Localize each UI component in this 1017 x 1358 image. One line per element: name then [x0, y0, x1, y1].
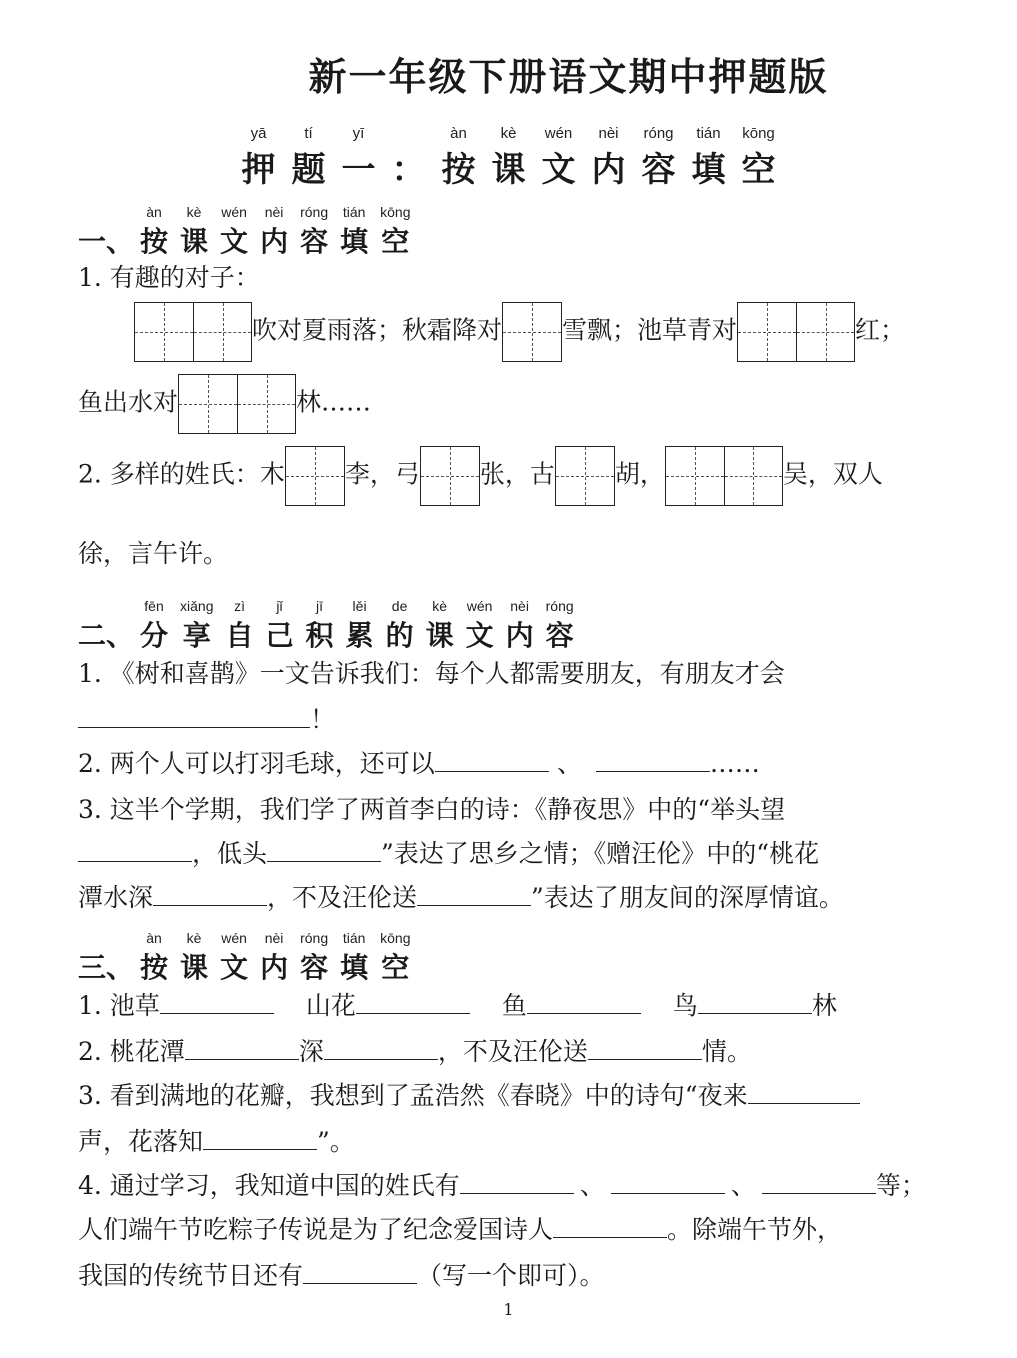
- hanzi: 累: [345, 619, 374, 652]
- hanzi: 享: [182, 619, 211, 652]
- answer-box[interactable]: [134, 302, 252, 362]
- text: ，低头: [192, 839, 268, 868]
- answer-blank[interactable]: [417, 879, 531, 906]
- pinyin: nèi: [264, 930, 284, 946]
- hanzi: 的: [385, 619, 414, 652]
- pinyin-char: [592, 126, 626, 191]
- s1-q2-line1: [78, 446, 883, 506]
- pinyin-char: [226, 598, 254, 654]
- hanzi: 空: [381, 225, 410, 258]
- text: 2. 两个人可以打羽毛球，还可以: [78, 749, 435, 778]
- pinyin-char: [340, 930, 368, 986]
- pinyin: nèi: [598, 125, 619, 142]
- pinyin-char: [180, 930, 208, 986]
- text: 情。: [701, 1037, 752, 1066]
- pinyin: kōng: [742, 125, 775, 142]
- s2-q1-line2: [78, 700, 335, 736]
- pinyin: róng: [300, 204, 329, 220]
- s3-q3-line1: [78, 1076, 860, 1112]
- pinyin: kè: [186, 930, 202, 946]
- pinyin: tián: [696, 125, 721, 142]
- pinyin: lěi: [352, 598, 367, 614]
- pinyin-char: [542, 126, 576, 191]
- hanzi: 填: [691, 150, 726, 190]
- hanzi: 分: [140, 619, 169, 652]
- pinyin-char: [306, 598, 334, 654]
- answer-blank[interactable]: [762, 1167, 876, 1194]
- hanzi: 内: [260, 225, 289, 258]
- text: 2. 桃花潭: [78, 1037, 185, 1066]
- answer-blank[interactable]: [611, 1167, 725, 1194]
- section-2-number: 二、: [78, 619, 135, 652]
- hanzi: ：: [391, 150, 426, 190]
- pinyin: kè: [186, 204, 202, 220]
- text: 1. 池草: [78, 991, 160, 1020]
- hanzi: 内: [591, 150, 626, 190]
- pinyin-char: [180, 204, 208, 260]
- pinyin-char: [742, 126, 776, 191]
- pinyin-char: [260, 204, 288, 260]
- answer-blank[interactable]: [153, 879, 267, 906]
- s2-q2: [78, 744, 760, 780]
- section-2-heading: [78, 598, 580, 654]
- hanzi: 填: [340, 225, 369, 258]
- page-title: 新一年级下册语文期中押题版: [308, 55, 829, 99]
- pinyin: kōng: [380, 204, 411, 220]
- pinyin-char: [260, 930, 288, 986]
- pinyin-char: [386, 598, 414, 654]
- text: 鱼出水对: [78, 387, 179, 417]
- hanzi: 容: [545, 619, 574, 652]
- s1-q1-label: 1. 有趣的对子：: [78, 263, 260, 292]
- pinyin-char: [442, 126, 476, 191]
- section-3-title: [134, 930, 416, 986]
- answer-blank[interactable]: [596, 745, 710, 772]
- pinyin-char: [426, 598, 454, 654]
- hanzi: 按: [140, 225, 169, 258]
- answer-blank[interactable]: [324, 1033, 438, 1060]
- subtitle: [0, 126, 1017, 191]
- text: 胡，: [614, 459, 665, 489]
- hanzi: 课: [491, 150, 526, 190]
- s3-q2: [78, 1032, 752, 1068]
- text: 山花: [305, 991, 356, 1020]
- text: 。除端午节外，: [667, 1215, 843, 1244]
- text: ……: [709, 749, 760, 778]
- text: 雪飘；池草青对: [562, 315, 738, 345]
- pinyin: róng: [300, 930, 329, 946]
- text: 4. 通过学习，我知道中国的姓氏有: [78, 1171, 460, 1200]
- answer-blank[interactable]: [160, 987, 274, 1014]
- answer-blank[interactable]: [553, 1211, 667, 1238]
- s3-q4-line2: [78, 1210, 842, 1246]
- answer-blank[interactable]: [303, 1257, 417, 1284]
- answer-box[interactable]: [502, 302, 562, 362]
- pinyin: jǐ: [276, 598, 283, 614]
- s3-q4-line1: [78, 1166, 926, 1202]
- s2-q1-line1: 1. 《树和喜鹊》一文告诉我们：每个人都需要朋友，有朋友才会: [78, 659, 785, 688]
- pinyin: nèi: [264, 204, 284, 220]
- answer-blank[interactable]: [527, 987, 641, 1014]
- text: 声，花落知: [78, 1127, 204, 1156]
- section-3-heading: [78, 930, 416, 986]
- hanzi: 一: [341, 150, 376, 190]
- text: 2. 多样的姓氏：木: [78, 459, 285, 489]
- pinyin: wén: [221, 930, 247, 946]
- answer-blank[interactable]: [460, 1167, 574, 1194]
- text: 、: [579, 1171, 605, 1200]
- text: 人们端午节吃粽子传说是为了纪念爱国诗人: [78, 1215, 554, 1244]
- pinyin-char: [692, 126, 726, 191]
- section-2-title: [134, 598, 580, 654]
- text: 我国的传统节日还有: [78, 1261, 304, 1290]
- pinyin-char: [220, 204, 248, 260]
- s3-q1: [78, 986, 837, 1022]
- pinyin-char: [346, 598, 374, 654]
- pinyin: wén: [466, 598, 493, 614]
- pinyin: tí: [304, 125, 313, 142]
- s2-q3-line2: [78, 834, 819, 870]
- answer-box[interactable]: [420, 446, 480, 506]
- pinyin: róng: [643, 125, 674, 142]
- answer-blank[interactable]: [78, 835, 192, 862]
- pinyin: jī: [316, 598, 324, 614]
- pinyin-char: [242, 126, 276, 191]
- pinyin-char: [140, 930, 168, 986]
- text: ”表达了思乡之情；《赠汪伦》中的“桃花: [381, 839, 820, 868]
- hanzi: 积: [305, 619, 334, 652]
- s1-q1-line2: [78, 374, 371, 434]
- hanzi: 课: [180, 225, 209, 258]
- pinyin: kōng: [380, 930, 411, 946]
- answer-box[interactable]: [178, 374, 296, 434]
- answer-box[interactable]: [665, 446, 783, 506]
- pinyin: àn: [146, 930, 162, 946]
- text: 林……: [296, 387, 372, 417]
- pinyin-char: [220, 930, 248, 986]
- answer-blank[interactable]: [267, 835, 381, 862]
- answer-blank[interactable]: [78, 701, 310, 728]
- hanzi: 容: [300, 951, 329, 984]
- section-1-title: [134, 204, 416, 260]
- section-1-heading: [78, 204, 416, 260]
- s3-q4-line3: [78, 1256, 605, 1292]
- answer-box[interactable]: [737, 302, 855, 362]
- pinyin: tián: [342, 930, 366, 946]
- pinyin: xiǎng: [180, 598, 214, 614]
- answer-blank[interactable]: [435, 745, 549, 772]
- hanzi: 内: [505, 619, 534, 652]
- answer-blank[interactable]: [588, 1033, 702, 1060]
- hanzi: 题: [291, 150, 326, 190]
- pinyin: kè: [500, 125, 517, 142]
- hanzi: 课: [180, 951, 209, 984]
- pinyin: àn: [146, 204, 162, 220]
- pinyin-char: [300, 930, 328, 986]
- pinyin-char: [546, 598, 574, 654]
- text: 林: [811, 991, 837, 1020]
- hanzi: 文: [220, 951, 249, 984]
- answer-blank[interactable]: [203, 1123, 317, 1150]
- pinyin-char: [492, 126, 526, 191]
- pinyin-char: [140, 204, 168, 260]
- hanzi: 空: [741, 150, 776, 190]
- pinyin: wén: [221, 204, 247, 220]
- text: 吹对夏雨落；秋霜降对: [252, 315, 503, 345]
- s1-q2-line2: 徐，言午许。: [78, 539, 229, 568]
- pinyin-char: [342, 126, 376, 191]
- text: 等；: [875, 1171, 926, 1200]
- answer-blank[interactable]: [698, 987, 812, 1014]
- hanzi: 文: [465, 619, 494, 652]
- pinyin: [392, 126, 426, 142]
- pinyin: yā: [250, 125, 267, 142]
- text: ”表达了朋友间的深厚情谊。: [531, 883, 844, 912]
- text: 张，古: [479, 459, 555, 489]
- text: 李，弓: [344, 459, 420, 489]
- pinyin-char: [380, 930, 410, 986]
- hanzi: 容: [300, 225, 329, 258]
- text: 3. 看到满地的花瓣，我想到了孟浩然《春晓》中的诗句“夜来: [78, 1081, 748, 1110]
- pinyin-char: [392, 126, 426, 191]
- answer-blank[interactable]: [185, 1033, 299, 1060]
- pinyin-char: [266, 598, 294, 654]
- section-1-number: 一、: [78, 225, 135, 258]
- hanzi: 内: [260, 951, 289, 984]
- hanzi: 填: [340, 951, 369, 984]
- text: ，不及汪伦送: [267, 883, 418, 912]
- pinyin: wén: [544, 125, 573, 142]
- pinyin-char: [180, 598, 213, 654]
- pinyin: fēn: [144, 598, 164, 614]
- pinyin: de: [391, 598, 408, 614]
- answer-blank[interactable]: [356, 987, 470, 1014]
- pinyin-char: [140, 598, 168, 654]
- hanzi: 文: [541, 150, 576, 190]
- s2-q3-line1: 3. 这半个学期，我们学了两首李白的诗：《静夜思》中的“举头望: [78, 795, 786, 824]
- pinyin-char: [466, 598, 494, 654]
- pinyin: róng: [545, 598, 574, 614]
- s3-q3-line2: [78, 1122, 355, 1158]
- page-number: 1: [503, 1300, 514, 1319]
- text: 吴，双人: [782, 459, 883, 489]
- text: 深: [298, 1037, 324, 1066]
- pinyin-char: [380, 204, 410, 260]
- hanzi: 容: [641, 150, 676, 190]
- pinyin: tián: [342, 204, 366, 220]
- text: ，不及汪伦送: [437, 1037, 588, 1066]
- text: 、: [556, 749, 582, 778]
- hanzi: 自: [225, 619, 254, 652]
- text: 潭水深: [78, 883, 154, 912]
- hanzi: 课: [425, 619, 454, 652]
- text: ”。: [317, 1127, 355, 1156]
- hanzi: 空: [381, 951, 410, 984]
- pinyin: àn: [450, 125, 467, 142]
- text: 鱼: [501, 991, 527, 1020]
- pinyin-char: [300, 204, 328, 260]
- text: 、: [730, 1171, 756, 1200]
- text: 红；: [855, 315, 906, 345]
- s1-q1-line1: [134, 302, 905, 362]
- pinyin: nèi: [510, 598, 529, 614]
- hanzi: 按: [140, 951, 169, 984]
- pinyin: zì: [234, 598, 245, 614]
- answer-blank[interactable]: [748, 1077, 860, 1104]
- text: ！: [310, 705, 336, 734]
- hanzi: 按: [441, 150, 476, 190]
- section-3-number: 三、: [78, 951, 135, 984]
- hanzi: 押: [241, 150, 276, 190]
- pinyin-char: [506, 598, 534, 654]
- hanzi: 己: [265, 619, 294, 652]
- text: （写一个即可）。: [417, 1261, 605, 1290]
- text: 鸟: [672, 991, 698, 1020]
- pinyin: kè: [432, 598, 447, 614]
- pinyin: yī: [352, 125, 365, 142]
- answer-box[interactable]: [285, 446, 345, 506]
- answer-box[interactable]: [555, 446, 615, 506]
- pinyin-char: [292, 126, 326, 191]
- s2-q3-line3: [78, 878, 844, 914]
- pinyin-char: [642, 126, 676, 191]
- pinyin-char: [340, 204, 368, 260]
- hanzi: 文: [220, 225, 249, 258]
